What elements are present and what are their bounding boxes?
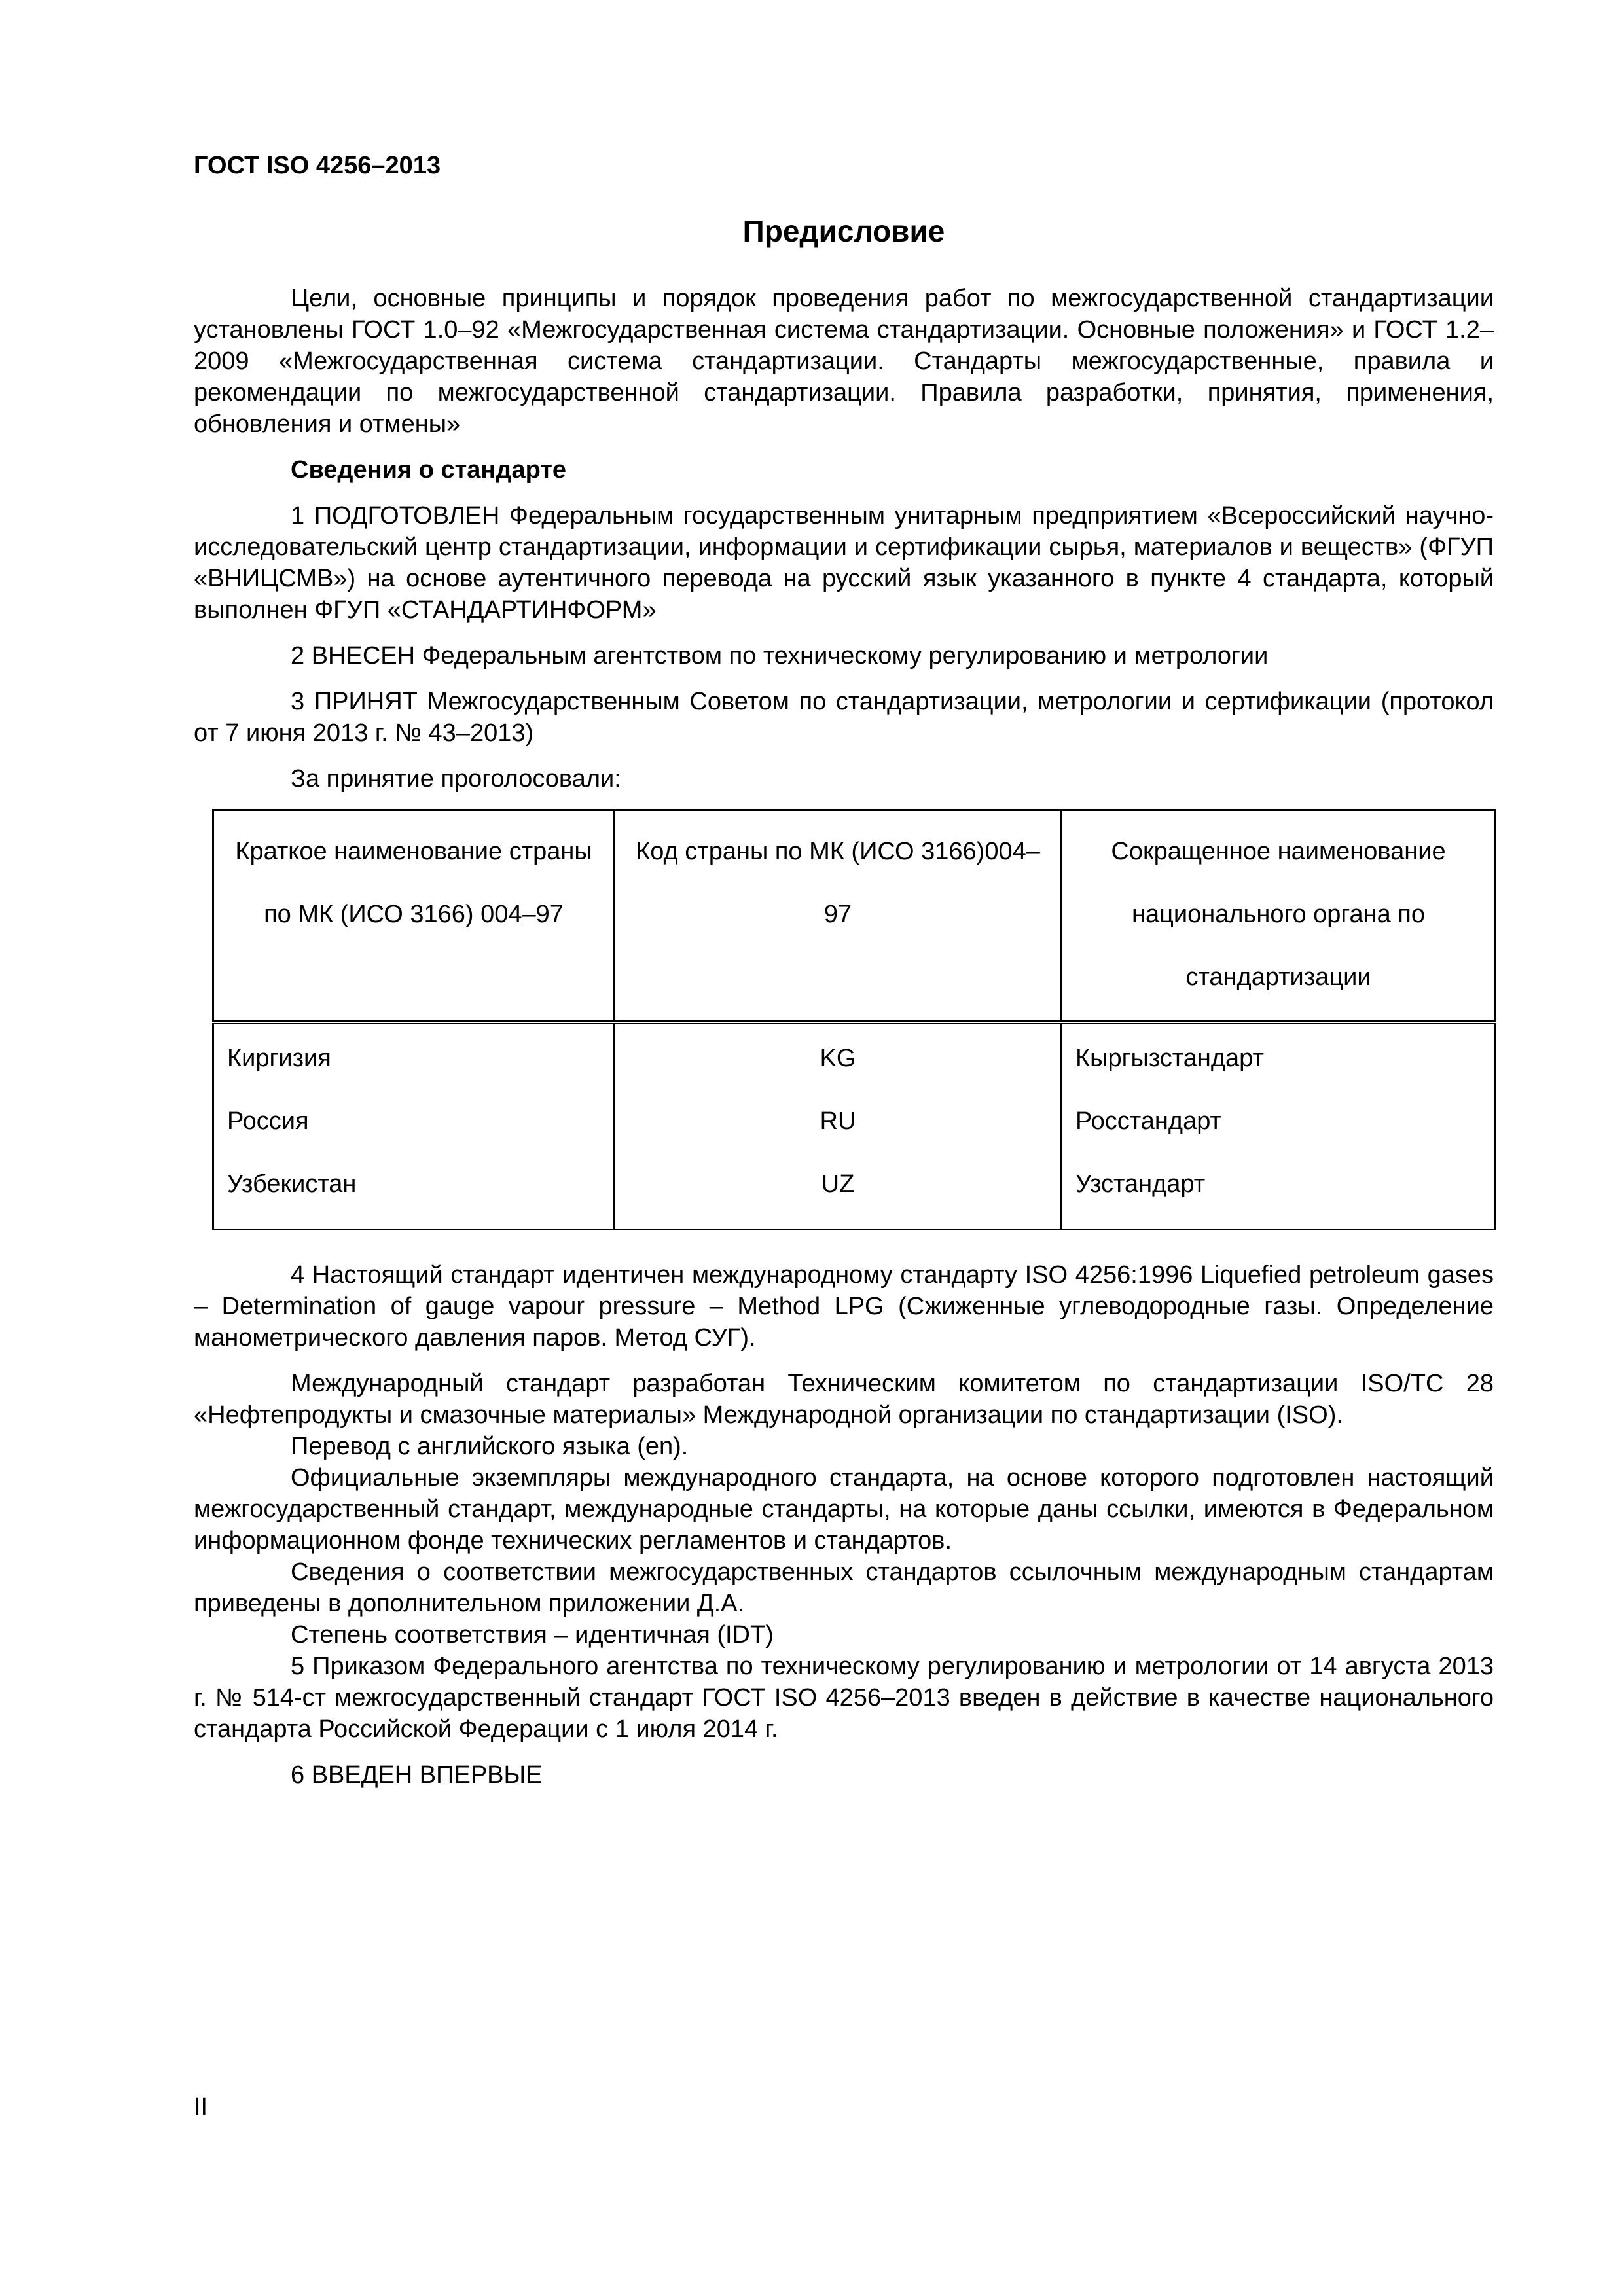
table-cell-code: KG — [615, 1022, 1062, 1090]
paragraph-goals: Цели, основные принципы и порядок проведения работ по межгосударственной стандартизации установлены ГОСТ 1.0–92 «Межгосударственная система стандартизации. Основные положения» и ГОСТ 1.2–2009 «Межгосударственная система стандартизации. Стандарты межгосударственные, правила и рекомендации по межгосударственной стандартизации. Правила разработки, принятия, применения, обновления и отмены» — [194, 285, 1494, 438]
table-cell-code: UZ — [615, 1153, 1062, 1230]
table-row — [213, 1153, 1496, 1230]
paragraph-adopted: 3 ПРИНЯТ Межгосударственным Советом по стандартизации, метрологии и сертификации (протокол от 7 июня 2013 г. № 43–2013) — [194, 688, 1494, 747]
paragraph-conformity-info: Сведения о соответствии межгосударственных стандартов ссылочным международным стандартам приведены в дополнительном приложении Д.А. — [194, 1558, 1494, 1617]
table-row — [213, 1022, 1496, 1090]
paragraph-prepared: 1 ПОДГОТОВЛЕН Федеральным государственным унитарным предприятием «Всероссийский научно-исследовательский центр стандартизации, информации и сертификации сырья, материалов и веществ» (ФГУП «ВНИЦСМВ») на основе аутентичного перевода на русский язык указанного в пункте 4 стандарта, который выполнен ФГУП «СТАНДАРТИНФОРМ» — [194, 502, 1494, 624]
section-subheading: Сведения о стандарте — [291, 456, 567, 484]
table-row — [213, 1090, 1496, 1153]
page-number: II — [194, 2093, 208, 2121]
table-header-row — [213, 810, 1496, 1023]
table-cell-body: Узстандарт — [1062, 1153, 1496, 1230]
table-cell-country: Киргизия — [213, 1022, 615, 1090]
paragraph-identical: 4 Настоящий стандарт идентичен международному стандарту ISO 4256:1996 Liquefied petroleum gases – Determination of gauge vapour pressure – Method LPG (Сжиженные углеводородные газы. Определение манометрического давления паров. Метод СУГ). — [194, 1261, 1494, 1352]
paragraph-conformity-degree: Степень соответствия – идентичная (IDT) — [291, 1621, 774, 1649]
table-cell-country: Узбекистан — [213, 1153, 615, 1230]
page-title: Предисловие — [742, 214, 945, 248]
paragraph-translation: Перевод с английского языка (en). — [291, 1433, 689, 1460]
paragraph-developed: Международный стандарт разработан Техническим комитетом по стандартизации ISO/TC 28 «Нефтепродукты и смазочные материалы» Международной организации по стандартизации (ISO). — [194, 1370, 1494, 1429]
paragraph-first-introduced: 6 ВВЕДЕН ВПЕРВЫЕ — [291, 1761, 543, 1789]
table-header-country: Краткое наименование страны по МК (ИСО 3166) 004–97 — [213, 810, 615, 1023]
table-header-body: Сокращенное наименование национального органа по стандартизации — [1062, 810, 1496, 1023]
paragraph-official-copies: Официальные экземпляры международного стандарта, на основе которого подготовлен настоящий межгосударственный стандарт, международные стандарты, на которые даны ссылки, имеются в Федеральном информационном фонде технических регламентов и стандартов. — [194, 1464, 1494, 1554]
paragraph-voted: За принятие проголосовали: — [291, 765, 621, 793]
paragraph-introduced: 2 ВНЕСЕН Федеральным агентством по техническому регулированию и метрологии — [291, 642, 1269, 670]
document-body — [194, 283, 1494, 1791]
document-code: ГОСТ ISO 4256–2013 — [194, 152, 441, 179]
table-cell-body: Росстандарт — [1062, 1090, 1496, 1153]
table-cell-code: RU — [615, 1090, 1062, 1153]
table-cell-body: Кыргызстандарт — [1062, 1022, 1496, 1090]
table-header-code: Код страны по МК (ИСО 3166)004–97 — [615, 810, 1062, 1023]
voting-table — [212, 809, 1496, 1230]
paragraph-order: 5 Приказом Федерального агентства по техническому регулированию и метрологии от 14 августа 2013 г. № 514-ст межгосударственный стандарт ГОСТ ISO 4256–2013 введен в действие в качестве национального стандарта Российской Федерации с 1 июля 2014 г. — [194, 1653, 1494, 1743]
table-cell-country: Россия — [213, 1090, 615, 1153]
